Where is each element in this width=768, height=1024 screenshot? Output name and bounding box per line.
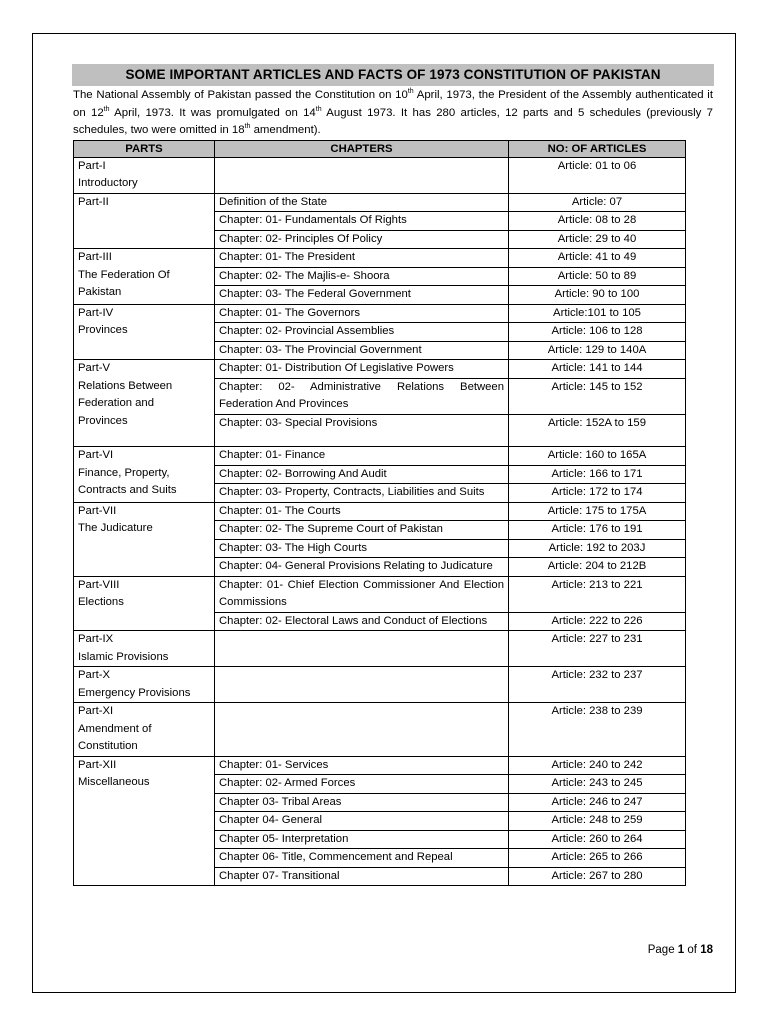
part-number: Part-I: [78, 159, 106, 172]
intro-paragraph: [73, 87, 713, 140]
part-number: Part-XII: [78, 758, 117, 771]
articles-cell: Article: 222 to 226: [509, 612, 686, 631]
table-row: [74, 576, 686, 612]
part-cell: [74, 576, 215, 631]
page-current: 1: [677, 944, 685, 956]
chapter-cell: Chapter 06- Title, Commencement and Repeal: [215, 849, 509, 868]
chapter-cell: Chapter: 01- Fundamentals Of Rights: [215, 212, 509, 231]
part-cell: [74, 249, 215, 305]
chapter-cell: Chapter: 01- The Governors: [215, 304, 509, 323]
page-number: [648, 944, 713, 956]
articles-cell: Article: 145 to 152: [509, 378, 686, 414]
part-number: Part-X: [78, 669, 111, 681]
intro-text: August 1973. It has 280 articles, 12 parts and 5 schedules (previously 7 schedules, two were omitted in 18: [73, 106, 713, 136]
chapter-cell: Chapter 05- Interpretation: [215, 830, 509, 849]
chapter-cell: Chapter: 02- The Supreme Court of Pakistan: [215, 521, 509, 540]
table-row: [74, 193, 686, 212]
part-title: Emergency Provisions: [78, 686, 191, 699]
document-content: [72, 64, 714, 886]
chapter-cell: Chapter: 01- The President: [215, 249, 509, 268]
table-row: [74, 703, 686, 757]
chapter-cell: Definition of the State: [215, 193, 509, 212]
part-number: Part-III: [78, 251, 112, 263]
part-number: Part-V: [78, 362, 111, 374]
chapter-cell: Chapter: 01- The Courts: [215, 502, 509, 521]
chapter-cell: Chapter: 03- The Federal Government: [215, 286, 509, 305]
part-title: Contracts and Suits: [78, 484, 177, 496]
articles-cell: Article: 246 to 247: [509, 793, 686, 812]
part-title: Elections: [78, 596, 124, 608]
chapter-cell: Chapter: 02- Armed Forces: [215, 775, 509, 794]
part-cell: [74, 193, 215, 249]
articles-cell: Article: 192 to 203J: [509, 539, 686, 558]
articles-cell: Article: 238 to 239: [509, 703, 686, 757]
chapter-cell: [215, 667, 509, 703]
chapter-cell: [215, 703, 509, 757]
part-number: Part-VI: [78, 449, 114, 461]
part-title: The Judicature: [78, 522, 153, 534]
part-title: Miscellaneous: [78, 776, 150, 788]
intro-text: April, 1973. It was promulgated on 14: [109, 106, 316, 119]
articles-cell: Article: 29 to 40: [509, 230, 686, 249]
chapter-cell: Chapter: 03- The Provincial Government: [215, 341, 509, 360]
chapter-cell: Chapter 07- Transitional: [215, 867, 509, 886]
part-title: Finance, Property,: [78, 466, 170, 479]
part-title: Introductory: [78, 177, 138, 189]
chapter-cell: Chapter: 01- Distribution Of Legislative Powers: [215, 360, 509, 379]
table-row: [74, 304, 686, 323]
articles-cell: Article: 141 to 144: [509, 360, 686, 379]
header-chapters: CHAPTERS: [215, 140, 509, 157]
ordinal-suffix: th: [244, 123, 251, 131]
articles-cell: Article: 129 to 140A: [509, 341, 686, 360]
chapter-cell: Chapter: 02- Principles Of Policy: [215, 230, 509, 249]
part-cell: [74, 703, 215, 757]
part-cell: [74, 631, 215, 667]
intro-text: The National Assembly of Pakistan passed the Constitution on 10: [73, 89, 408, 101]
articles-cell: Article: 176 to 191: [509, 521, 686, 540]
ordinal-suffix: th: [407, 88, 414, 96]
articles-cell: Article: 265 to 266: [509, 849, 686, 868]
chapter-cell: Chapter: 03- Special Provisions: [215, 414, 509, 447]
part-number: Part-VIII: [78, 578, 120, 591]
part-cell: [74, 667, 215, 703]
table-row: [74, 157, 686, 193]
table-body: [74, 157, 686, 886]
articles-cell: Article: 01 to 06: [509, 157, 686, 193]
part-title: Relations Between: [78, 379, 173, 392]
articles-cell: Article: 50 to 89: [509, 267, 686, 286]
part-number: Part-IX: [78, 633, 114, 645]
articles-cell: Article: 267 to 280: [509, 867, 686, 886]
page-of: of: [687, 944, 697, 956]
articles-cell: Article: 41 to 49: [509, 249, 686, 268]
articles-cell: Article: 175 to 175A: [509, 502, 686, 521]
table-row: [74, 667, 686, 703]
chapter-cell: Chapter 03- Tribal Areas: [215, 793, 509, 812]
table-header-row: [74, 140, 686, 157]
articles-cell: Article: 166 to 171: [509, 465, 686, 484]
articles-table: [73, 140, 686, 887]
part-title: Federation and: [78, 397, 154, 409]
chapter-cell: Chapter: 01- Services: [215, 756, 509, 775]
articles-cell: Article: 07: [509, 193, 686, 212]
chapter-cell: Chapter: 02- Borrowing And Audit: [215, 465, 509, 484]
part-cell: [74, 447, 215, 503]
table-row: [74, 756, 686, 775]
chapter-cell: [215, 157, 509, 193]
articles-cell: Article: 243 to 245: [509, 775, 686, 794]
articles-cell: Article: 204 to 212B: [509, 558, 686, 577]
articles-cell: Article: 106 to 128: [509, 323, 686, 342]
part-title: Amendment of: [78, 722, 152, 735]
part-title: Pakistan: [78, 286, 122, 298]
table-row: [74, 360, 686, 379]
part-cell: [74, 756, 215, 886]
document-title: SOME IMPORTANT ARTICLES AND FACTS OF 1973 CONSTITUTION OF PAKISTAN: [72, 64, 714, 86]
chapter-cell: Chapter: 02- The Majlis-e- Shoora: [215, 267, 509, 286]
articles-cell: Article: 232 to 237: [509, 667, 686, 703]
part-title: Provinces: [78, 324, 128, 336]
part-number: Part-IV: [78, 306, 114, 319]
chapter-cell: Chapter: 04- General Provisions Relating to Judicature: [215, 558, 509, 577]
chapter-cell: Chapter: 02- Provincial Assemblies: [215, 323, 509, 342]
part-title: The Federation Of: [78, 268, 170, 281]
articles-cell: Article: 213 to 221: [509, 576, 686, 612]
articles-cell: Article: 152A to 159: [509, 414, 686, 447]
table-row: [74, 631, 686, 667]
chapter-cell: Chapter: 01- Chief Election Commissioner And Election Commissions: [215, 576, 509, 612]
chapter-cell: Chapter: 01- Finance: [215, 447, 509, 466]
chapter-cell: Chapter: 03- Property, Contracts, Liabilities and Suits: [215, 484, 509, 503]
header-articles: NO: OF ARTICLES: [509, 140, 686, 157]
page-total: 18: [700, 944, 713, 956]
articles-cell: Article: 172 to 174: [509, 484, 686, 503]
part-cell: [74, 157, 215, 193]
articles-cell: Article: 08 to 28: [509, 212, 686, 231]
page-label: Page: [647, 944, 675, 956]
part-number: Part-II: [78, 195, 109, 208]
table-row: [74, 502, 686, 521]
articles-cell: Article: 248 to 259: [509, 812, 686, 831]
chapter-cell: Chapter: 02- Administrative Relations Between Federation And Provinces: [215, 378, 509, 414]
table-row: [74, 447, 686, 466]
chapter-cell: Chapter: 03- The High Courts: [215, 539, 509, 558]
table-row: [74, 249, 686, 268]
chapter-cell: Chapter: 02- Electoral Laws and Conduct of Elections: [215, 612, 509, 631]
articles-cell: Article: 260 to 264: [509, 830, 686, 849]
chapter-cell: Chapter 04- General: [215, 812, 509, 831]
part-number: Part-XI: [78, 705, 114, 717]
chapter-cell: [215, 631, 509, 667]
part-title: Provinces: [78, 414, 128, 427]
intro-text: April, 1973, the President of the Assembly authenticated it on 12: [73, 89, 714, 119]
part-title: Constitution: [78, 740, 138, 752]
intro-text: amendment).: [250, 124, 321, 136]
articles-cell: Article: 160 to 165A: [509, 447, 686, 466]
part-cell: [74, 304, 215, 360]
articles-cell: Article: 227 to 231: [509, 631, 686, 667]
articles-cell: Article: 240 to 242: [509, 756, 686, 775]
articles-cell: Article:101 to 105: [509, 304, 686, 323]
part-number: Part-VII: [78, 504, 117, 517]
part-title: Islamic Provisions: [78, 650, 169, 663]
ordinal-suffix: th: [103, 105, 110, 113]
articles-cell: Article: 90 to 100: [509, 286, 686, 305]
part-cell: [74, 502, 215, 576]
ordinal-suffix: th: [315, 105, 322, 113]
header-parts: PARTS: [74, 140, 215, 157]
part-cell: [74, 360, 215, 447]
